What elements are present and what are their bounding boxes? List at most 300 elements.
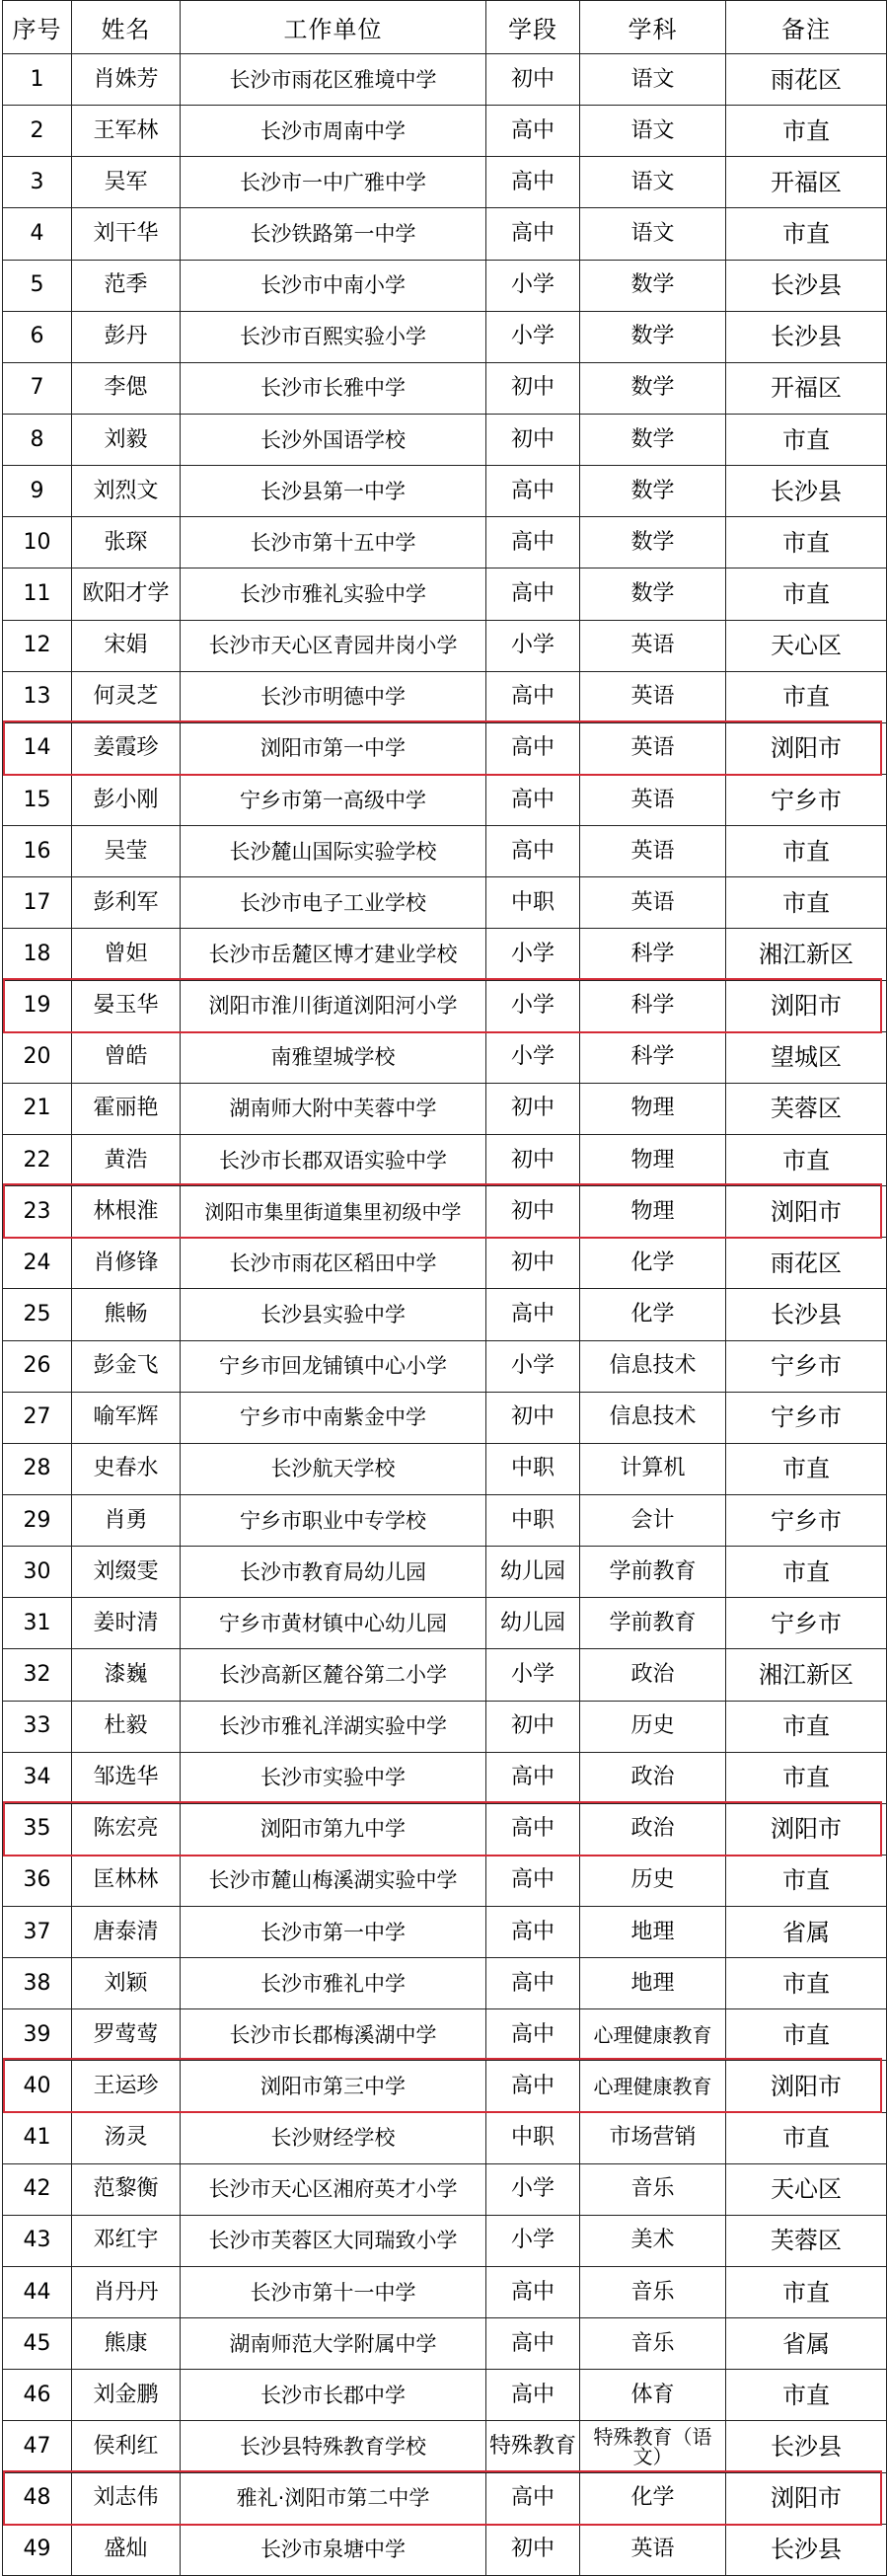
header-unit: 工作单位 [181,1,486,54]
work-unit: 长沙市长雅中学 [181,362,486,414]
work-unit: 宁乡市职业中专学校 [181,1494,486,1546]
school-stage: 高中 [486,2472,580,2524]
table-row [3,1340,887,1392]
school-stage: 小学 [486,1031,580,1083]
school-stage: 高中 [486,1855,580,1906]
work-unit: 浏阳市第一中学 [181,722,486,774]
note: 开福区 [726,157,887,208]
row-index: 46 [3,2370,72,2421]
note: 市直 [726,1701,887,1752]
subject: 英语 [580,722,726,774]
school-stage: 初中 [486,1238,580,1289]
teacher-name: 林根淮 [72,1186,181,1238]
subject: 化学 [580,1289,726,1340]
note: 市直 [726,1855,887,1906]
table-row [3,1701,887,1752]
table-row [3,2163,887,2215]
teacher-name: 侯利红 [72,2421,181,2472]
work-unit: 长沙市周南中学 [181,106,486,157]
school-stage: 高中 [486,826,580,877]
teacher-name: 刘缀雯 [72,1547,181,1598]
table-body [3,54,887,2576]
note: 浏阳市 [726,722,887,774]
school-stage: 高中 [486,2009,580,2061]
row-index: 24 [3,1238,72,1289]
note: 市直 [726,671,887,722]
school-stage: 小学 [486,311,580,362]
row-index: 1 [3,54,72,106]
note: 市直 [726,1547,887,1598]
teacher-name: 熊康 [72,2318,181,2370]
school-stage: 中职 [486,1494,580,1546]
work-unit: 长沙市长郡双语实验中学 [181,1134,486,1185]
table-row [3,1186,887,1238]
table-row [3,568,887,620]
note: 市直 [726,2112,887,2163]
subject: 数学 [580,311,726,362]
school-stage: 小学 [486,929,580,980]
note: 雨花区 [726,1238,887,1289]
subject: 历史 [580,1855,726,1906]
teacher-name: 刘金鹏 [72,2370,181,2421]
teacher-name: 张琛 [72,517,181,568]
subject: 政治 [580,1803,726,1855]
work-unit: 长沙市雅礼洋湖实验中学 [181,1701,486,1752]
work-unit: 长沙高新区麓谷第二小学 [181,1649,486,1701]
teacher-name: 宋娟 [72,620,181,671]
teacher-name: 霍丽艳 [72,1083,181,1134]
note: 市直 [726,2370,887,2421]
note: 浏阳市 [726,1803,887,1855]
header-row [3,1,887,54]
note: 市直 [726,1134,887,1185]
school-stage: 高中 [486,568,580,620]
note: 市直 [726,877,887,929]
school-stage: 小学 [486,260,580,311]
teacher-name: 唐泰清 [72,1907,181,1958]
note: 宁乡市 [726,774,887,825]
row-index: 21 [3,1083,72,1134]
work-unit: 长沙市天心区青园井岗小学 [181,620,486,671]
table-row [3,517,887,568]
table-row [3,1443,887,1494]
table-row [3,2061,887,2112]
table-row [3,362,887,414]
subject: 物理 [580,1134,726,1185]
row-index: 17 [3,877,72,929]
row-index: 42 [3,2163,72,2215]
note: 市直 [726,826,887,877]
table-row [3,157,887,208]
teacher-name: 陈宏亮 [72,1803,181,1855]
teacher-name: 王军林 [72,106,181,157]
table-row [3,1907,887,1958]
work-unit: 长沙市雨花区雅境中学 [181,54,486,106]
row-index: 29 [3,1494,72,1546]
table-row [3,2421,887,2472]
note: 长沙县 [726,1289,887,1340]
school-stage: 高中 [486,1289,580,1340]
row-index: 44 [3,2267,72,2318]
teacher-name: 彭丹 [72,311,181,362]
table-row [3,1803,887,1855]
teacher-name: 邓红宇 [72,2215,181,2266]
work-unit: 长沙市岳麓区博才建业学校 [181,929,486,980]
school-stage: 小学 [486,620,580,671]
row-index: 16 [3,826,72,877]
subject: 物理 [580,1186,726,1238]
subject: 会计 [580,1494,726,1546]
teacher-name: 黄浩 [72,1134,181,1185]
teacher-name: 盛灿 [72,2524,181,2575]
work-unit: 宁乡市回龙铺镇中心小学 [181,1340,486,1392]
row-index: 10 [3,517,72,568]
school-stage: 初中 [486,1083,580,1134]
school-stage: 高中 [486,466,580,517]
teacher-name: 熊畅 [72,1289,181,1340]
row-index: 34 [3,1752,72,1803]
school-stage: 初中 [486,1701,580,1752]
note: 浏阳市 [726,2061,887,2112]
table-row [3,774,887,825]
table-row [3,1031,887,1083]
subject: 英语 [580,826,726,877]
row-index: 43 [3,2215,72,2266]
teacher-name: 彭小刚 [72,774,181,825]
row-index: 33 [3,1701,72,1752]
work-unit: 长沙市百熙实验小学 [181,311,486,362]
table-row [3,980,887,1031]
school-stage: 小学 [486,1340,580,1392]
work-unit: 长沙市泉塘中学 [181,2524,486,2575]
header-subject: 学科 [580,1,726,54]
row-index: 39 [3,2009,72,2061]
table-row [3,877,887,929]
table-row [3,929,887,980]
subject: 市场营销 [580,2112,726,2163]
row-index: 31 [3,1598,72,1649]
note: 省属 [726,2318,887,2370]
table-row [3,826,887,877]
work-unit: 长沙市雅礼实验中学 [181,568,486,620]
note: 长沙县 [726,311,887,362]
subject: 地理 [580,1958,726,2009]
row-index: 5 [3,260,72,311]
table-row [3,2112,887,2163]
header-index: 序号 [3,1,72,54]
teacher-name: 姜霞珍 [72,722,181,774]
note: 市直 [726,1958,887,2009]
work-unit: 湖南师大附中芙蓉中学 [181,1083,486,1134]
subject: 化学 [580,2472,726,2524]
teacher-table [2,0,887,2576]
table-row [3,1958,887,2009]
work-unit: 长沙市中南小学 [181,260,486,311]
note: 浏阳市 [726,2472,887,2524]
subject: 政治 [580,1752,726,1803]
work-unit: 长沙市芙蓉区大同瑞致小学 [181,2215,486,2266]
table-row [3,106,887,157]
school-stage: 小学 [486,2215,580,2266]
work-unit: 雅礼·浏阳市第二中学 [181,2472,486,2524]
row-index: 41 [3,2112,72,2163]
teacher-name: 姜时清 [72,1598,181,1649]
work-unit: 宁乡市黄材镇中心幼儿园 [181,1598,486,1649]
work-unit: 长沙市长郡梅溪湖中学 [181,2009,486,2061]
note: 省属 [726,1907,887,1958]
school-stage: 高中 [486,671,580,722]
note: 长沙县 [726,260,887,311]
school-stage: 高中 [486,2061,580,2112]
table-row [3,208,887,260]
table-row [3,1494,887,1546]
work-unit: 宁乡市中南紫金中学 [181,1392,486,1443]
school-stage: 高中 [486,106,580,157]
row-index: 38 [3,1958,72,2009]
row-index: 20 [3,1031,72,1083]
table-row [3,466,887,517]
work-unit: 长沙市明德中学 [181,671,486,722]
row-index: 14 [3,722,72,774]
teacher-name: 刘毅 [72,414,181,465]
teacher-name: 肖姝芳 [72,54,181,106]
table-row [3,2267,887,2318]
subject: 音乐 [580,2267,726,2318]
note: 湘江新区 [726,929,887,980]
table-row [3,620,887,671]
subject: 特殊教育（语文） [580,2421,726,2472]
school-stage: 高中 [486,1958,580,2009]
teacher-name: 刘志伟 [72,2472,181,2524]
work-unit: 长沙麓山国际实验学校 [181,826,486,877]
work-unit: 长沙市天心区湘府英才小学 [181,2163,486,2215]
subject: 科学 [580,980,726,1031]
teacher-name: 汤灵 [72,2112,181,2163]
school-stage: 小学 [486,2163,580,2215]
subject: 历史 [580,1701,726,1752]
teacher-name: 刘烈文 [72,466,181,517]
teacher-name: 彭金飞 [72,1340,181,1392]
teacher-name: 范季 [72,260,181,311]
work-unit: 长沙市长郡中学 [181,2370,486,2421]
note: 市直 [726,2009,887,2061]
teacher-name: 史春水 [72,1443,181,1494]
subject: 计算机 [580,1443,726,1494]
note: 市直 [726,2267,887,2318]
note: 浏阳市 [726,1186,887,1238]
subject: 语文 [580,106,726,157]
subject: 学前教育 [580,1547,726,1598]
school-stage: 高中 [486,1752,580,1803]
teacher-name: 罗莺莺 [72,2009,181,2061]
table-row [3,260,887,311]
table-row [3,1289,887,1340]
note: 长沙县 [726,2421,887,2472]
teacher-name: 曾妲 [72,929,181,980]
school-stage: 高中 [486,774,580,825]
work-unit: 长沙县第一中学 [181,466,486,517]
note: 浏阳市 [726,980,887,1031]
note: 天心区 [726,2163,887,2215]
row-index: 35 [3,1803,72,1855]
row-index: 28 [3,1443,72,1494]
note: 开福区 [726,362,887,414]
header-name: 姓名 [72,1,181,54]
work-unit: 长沙市雅礼中学 [181,1958,486,2009]
table-row [3,414,887,465]
work-unit: 长沙县实验中学 [181,1289,486,1340]
table-row [3,722,887,774]
note: 市直 [726,517,887,568]
school-stage: 中职 [486,877,580,929]
subject: 语文 [580,208,726,260]
school-stage: 初中 [486,362,580,414]
school-stage: 初中 [486,2524,580,2575]
note: 宁乡市 [726,1494,887,1546]
row-index: 8 [3,414,72,465]
teacher-name: 刘颖 [72,1958,181,2009]
note: 市直 [726,414,887,465]
school-stage: 初中 [486,54,580,106]
work-unit: 长沙外国语学校 [181,414,486,465]
work-unit: 长沙市电子工业学校 [181,877,486,929]
subject: 数学 [580,260,726,311]
note: 宁乡市 [726,1340,887,1392]
subject: 学前教育 [580,1598,726,1649]
table-row [3,2370,887,2421]
school-stage: 高中 [486,2267,580,2318]
table-row [3,1855,887,1906]
note: 市直 [726,106,887,157]
row-index: 13 [3,671,72,722]
table-row [3,1392,887,1443]
row-index: 30 [3,1547,72,1598]
work-unit: 长沙县特殊教育学校 [181,2421,486,2472]
note: 芙蓉区 [726,2215,887,2266]
subject: 数学 [580,466,726,517]
subject: 英语 [580,774,726,825]
teacher-name: 彭利军 [72,877,181,929]
work-unit: 长沙市雨花区稻田中学 [181,1238,486,1289]
row-index: 48 [3,2472,72,2524]
teacher-name: 吴军 [72,157,181,208]
row-index: 25 [3,1289,72,1340]
row-index: 11 [3,568,72,620]
note: 宁乡市 [726,1392,887,1443]
work-unit: 浏阳市第九中学 [181,1803,486,1855]
note: 市直 [726,1752,887,1803]
school-stage: 中职 [486,1443,580,1494]
subject: 科学 [580,929,726,980]
teacher-name: 吴莹 [72,826,181,877]
teacher-name: 漆巍 [72,1649,181,1701]
table-row [3,2472,887,2524]
row-index: 19 [3,980,72,1031]
school-stage: 初中 [486,414,580,465]
subject: 科学 [580,1031,726,1083]
school-stage: 初中 [486,1186,580,1238]
row-index: 40 [3,2061,72,2112]
work-unit: 宁乡市第一高级中学 [181,774,486,825]
teacher-name: 肖修锋 [72,1238,181,1289]
table-row [3,671,887,722]
row-index: 23 [3,1186,72,1238]
row-index: 2 [3,106,72,157]
row-index: 32 [3,1649,72,1701]
row-index: 15 [3,774,72,825]
school-stage: 高中 [486,208,580,260]
work-unit: 浏阳市第三中学 [181,2061,486,2112]
school-stage: 高中 [486,1907,580,1958]
subject: 化学 [580,1238,726,1289]
subject: 体育 [580,2370,726,2421]
note: 雨花区 [726,54,887,106]
note: 市直 [726,1443,887,1494]
school-stage: 高中 [486,2318,580,2370]
table-row [3,54,887,106]
subject: 美术 [580,2215,726,2266]
work-unit: 湖南师范大学附属中学 [181,2318,486,2370]
work-unit: 长沙航天学校 [181,1443,486,1494]
header-note: 备注 [726,1,887,54]
row-index: 49 [3,2524,72,2575]
subject: 音乐 [580,2318,726,2370]
school-stage: 高中 [486,517,580,568]
subject: 心理健康教育 [580,2061,726,2112]
teacher-name: 肖勇 [72,1494,181,1546]
school-stage: 初中 [486,1392,580,1443]
teacher-name: 范黎衡 [72,2163,181,2215]
note: 市直 [726,208,887,260]
school-stage: 高中 [486,157,580,208]
row-index: 6 [3,311,72,362]
table-row [3,311,887,362]
row-index: 3 [3,157,72,208]
note: 市直 [726,568,887,620]
subject: 语文 [580,157,726,208]
subject: 数学 [580,568,726,620]
subject: 数学 [580,517,726,568]
table-row [3,1649,887,1701]
row-index: 45 [3,2318,72,2370]
school-stage: 初中 [486,1134,580,1185]
work-unit: 长沙市实验中学 [181,1752,486,1803]
table-row [3,1752,887,1803]
teacher-name: 晏玉华 [72,980,181,1031]
row-index: 36 [3,1855,72,1906]
work-unit: 长沙市麓山梅溪湖实验中学 [181,1855,486,1906]
work-unit: 南雅望城学校 [181,1031,486,1083]
teacher-name: 匡林林 [72,1855,181,1906]
subject: 信息技术 [580,1392,726,1443]
note: 望城区 [726,1031,887,1083]
work-unit: 长沙市第十一中学 [181,2267,486,2318]
teacher-name: 王运珍 [72,2061,181,2112]
teacher-name: 肖丹丹 [72,2267,181,2318]
teacher-name: 曾皓 [72,1031,181,1083]
subject: 信息技术 [580,1340,726,1392]
teacher-list [2,0,886,2576]
row-index: 27 [3,1392,72,1443]
work-unit: 浏阳市淮川街道浏阳河小学 [181,980,486,1031]
subject: 数学 [580,362,726,414]
teacher-name: 刘干华 [72,208,181,260]
table-row [3,2009,887,2061]
work-unit: 长沙市一中广雅中学 [181,157,486,208]
note: 长沙县 [726,2524,887,2575]
subject: 英语 [580,877,726,929]
subject: 数学 [580,414,726,465]
